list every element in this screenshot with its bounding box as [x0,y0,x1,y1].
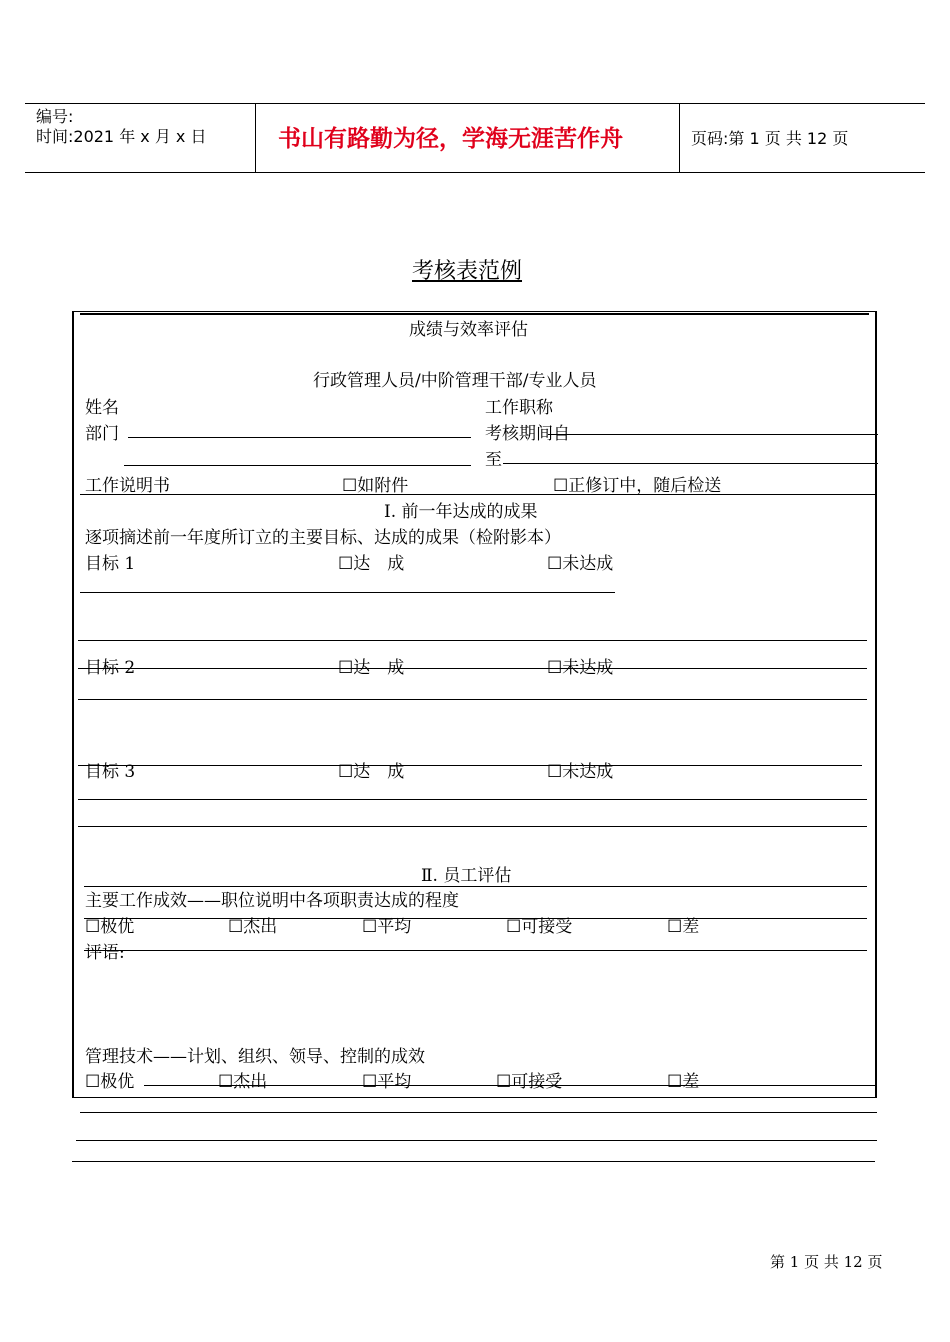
goal-1-done-checkbox[interactable]: ☐达 成 [338,554,405,574]
dept-label: 部门 [85,424,119,444]
perf-rating-poor-checkbox[interactable]: ☐差 [667,917,700,937]
goal-1-line-2[interactable] [78,640,867,641]
mgmt-rating-excellent-checkbox[interactable]: ☐极优 [85,1072,135,1092]
goal-3-label: 目标 3 [85,762,136,782]
header-page-info: 页码:第 1 页 共 12 页 [691,129,849,148]
goal-3-not-done-checkbox[interactable]: ☐未达成 [547,762,614,782]
perf-rating-acceptable-checkbox[interactable]: ☐可接受 [506,917,573,937]
goal-2-line-2[interactable] [78,699,867,700]
header-divider-right [679,103,680,172]
job-desc-rule [80,494,877,495]
goal-1-not-done-checkbox[interactable]: ☐未达成 [547,554,614,574]
form-bottom-border [72,1097,877,1098]
goal-2-line-1[interactable] [78,668,867,669]
header-top-rule [25,103,925,104]
mgmt-title: 管理技术——计划、组织、领导、控制的成效 [85,1047,425,1067]
header-number-label: 编号: [36,107,74,126]
header-time-label: 时间:2021 年 x 月 x 日 [36,127,207,146]
extra-line-2[interactable] [76,1140,877,1141]
period-from-field-line[interactable] [548,434,878,435]
perf-rating-outstanding-checkbox[interactable]: ☐杰出 [228,917,278,937]
document-title: 考核表范例 [412,259,523,284]
goal-3-done-checkbox[interactable]: ☐达 成 [338,762,405,782]
form-subheading: 行政管理人员/中阶管理干部/专业人员 [313,371,597,391]
goal-1-label: 目标 1 [85,554,136,574]
mgmt-rating-outstanding-checkbox[interactable]: ☐杰出 [218,1072,268,1092]
mgmt-rule [144,1085,877,1086]
goal-2-label: 目标 2 [85,658,136,678]
goal-3-line-3[interactable] [78,826,867,827]
extra-line-3[interactable] [72,1161,875,1162]
goal-1-line-1[interactable] [80,592,615,593]
mgmt-rating-average-checkbox[interactable]: ☐平均 [362,1072,412,1092]
to-label: 至 [485,450,502,470]
perf-title: 主要工作成效——职位说明中各项职责达成的程度 [85,891,459,911]
header-divider-left [255,103,256,172]
job-desc-label: 工作说明书 [85,476,170,496]
form-heading: 成绩与效率评估 [409,320,528,340]
goal-3-line-2[interactable] [78,799,867,800]
perf-rule [84,918,867,919]
extra-line-1[interactable] [80,1112,877,1113]
name-label: 姓名 [85,398,119,418]
dept-field-line-2[interactable] [124,465,471,466]
form-top-border [72,311,877,312]
period-to-field-line[interactable] [503,463,878,464]
comment-label: 评语: [85,943,125,963]
header-bottom-rule [25,172,925,173]
section1-desc: 逐项摘述前一年度所订立的主要目标、达成的成果（检附影本） [85,528,561,548]
mgmt-rating-acceptable-checkbox[interactable]: ☐可接受 [496,1072,563,1092]
mgmt-rating-poor-checkbox[interactable]: ☐差 [667,1072,700,1092]
section1-title: Ⅰ. 前一年达成的成果 [384,502,538,522]
section2-rule [84,886,867,887]
comment-rule[interactable] [84,950,867,951]
footer-page-info: 第 1 页 共 12 页 [770,1253,883,1271]
job-desc-attached-checkbox[interactable]: ☐如附件 [342,476,409,496]
goal-2-not-done-checkbox[interactable]: ☐未达成 [547,658,614,678]
job-desc-revising-checkbox[interactable]: ☐正修订中，随后检送 [553,476,722,496]
form-right-border [875,311,877,1098]
dept-field-line[interactable] [128,437,471,438]
form-left-border [72,311,74,1098]
job-title-label: 工作职称 [485,398,553,418]
goal-3-line-1[interactable] [78,765,862,766]
goal-2-done-checkbox[interactable]: ☐达 成 [338,658,405,678]
header-motto: 书山有路勤为径，学海无涯苦作舟 [278,126,623,152]
perf-rating-average-checkbox[interactable]: ☐平均 [362,917,412,937]
section2-title: Ⅱ. 员工评估 [421,866,512,886]
form-top-border-thick [80,313,869,315]
period-label: 考核期间自 [485,424,570,444]
perf-rating-excellent-checkbox[interactable]: ☐极优 [85,917,135,937]
